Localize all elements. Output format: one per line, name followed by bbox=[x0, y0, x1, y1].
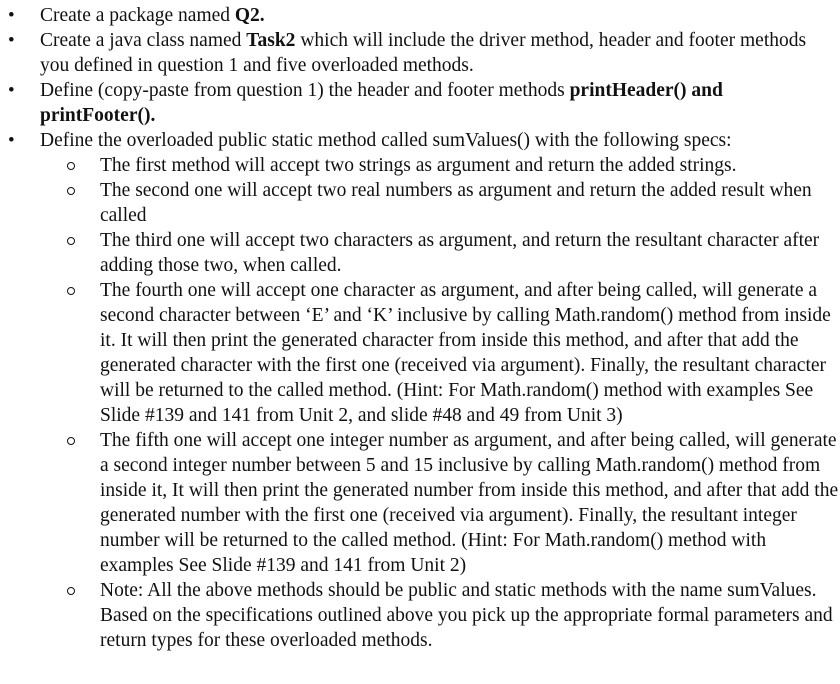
item-text: Define (copy-paste from question 1) the header and footer methods bbox=[40, 80, 570, 101]
instruction-item-3 bbox=[8, 78, 840, 128]
circle-bullet-icon bbox=[67, 287, 75, 295]
instruction-item-2 bbox=[8, 28, 840, 78]
sub-instruction-list bbox=[40, 153, 840, 653]
sub-item-3 bbox=[100, 228, 840, 278]
item-text: Create a java class named bbox=[40, 30, 247, 51]
sub-item-text: The third one will accept two characters as argument, and return the resultant character after adding those two, when called. bbox=[100, 230, 820, 276]
sub-item-4 bbox=[100, 278, 840, 428]
sub-item-text: The first method will accept two strings as argument and return the added strings. bbox=[100, 155, 737, 176]
sub-item-6 bbox=[100, 578, 840, 653]
bullet-icon: • bbox=[8, 130, 15, 151]
item-text: Define the overloaded public static method called sumValues() with the following specs: bbox=[40, 130, 732, 151]
item-bold-text: Task2 bbox=[246, 30, 296, 51]
sub-item-text: Note: All the above methods should be public and static methods with the name sumValues. Based on the specifications outlined above you pick up the appropriate formal parameters and return types for these overloaded methods. bbox=[100, 580, 833, 651]
sub-item-text: The second one will accept two real numbers as argument and return the added result when called bbox=[100, 180, 812, 226]
instruction-list bbox=[0, 3, 840, 653]
bullet-icon: • bbox=[8, 80, 15, 101]
sub-item-5 bbox=[100, 428, 840, 578]
instruction-item-4 bbox=[8, 128, 840, 653]
circle-bullet-icon bbox=[67, 237, 75, 245]
bullet-icon: • bbox=[8, 30, 15, 51]
sub-item-text: The fourth one will accept one character as argument, and after being called, will generate a second character between ‘E’ and ‘K’ inclusive by calling Math.random() method from inside it. It will then print the generated character from inside this method, and after that add the generated character with the first one (received via argument). Finally, the resultant character will be returned to the called method. (Hint: For Math.random() method with examples See Slide #139 and 141 from Unit 2, and slide #48 and 49 from Unit 3) bbox=[100, 280, 831, 426]
circle-bullet-icon bbox=[67, 187, 75, 195]
sub-item-2 bbox=[100, 178, 840, 228]
sub-item-text: The fifth one will accept one integer number as argument, and after being called, will generate a second integer number between 5 and 15 inclusive by calling Math.random() method from inside it, It will then print the generated number from inside this method, and after that add the generated number with the first one (received via argument). Finally, the resultant integer number will be returned to the called method. (Hint: For Math.random() method with examples See Slide #139 and 141 from Unit 2) bbox=[100, 430, 839, 576]
circle-bullet-icon bbox=[67, 587, 75, 595]
item-text: Create a package named bbox=[40, 5, 235, 26]
item-bold-text: printHeader() and printFooter(). bbox=[40, 80, 723, 126]
bullet-icon: • bbox=[8, 5, 15, 26]
item-bold-text: Q2. bbox=[234, 5, 265, 26]
circle-bullet-icon bbox=[67, 437, 75, 445]
sub-item-1 bbox=[100, 153, 840, 178]
instruction-item-1 bbox=[8, 3, 840, 28]
item-text: which will include the driver method, header and footer methods you defined in question 1 and five overloaded methods. bbox=[40, 30, 807, 76]
circle-bullet-icon bbox=[67, 162, 75, 170]
